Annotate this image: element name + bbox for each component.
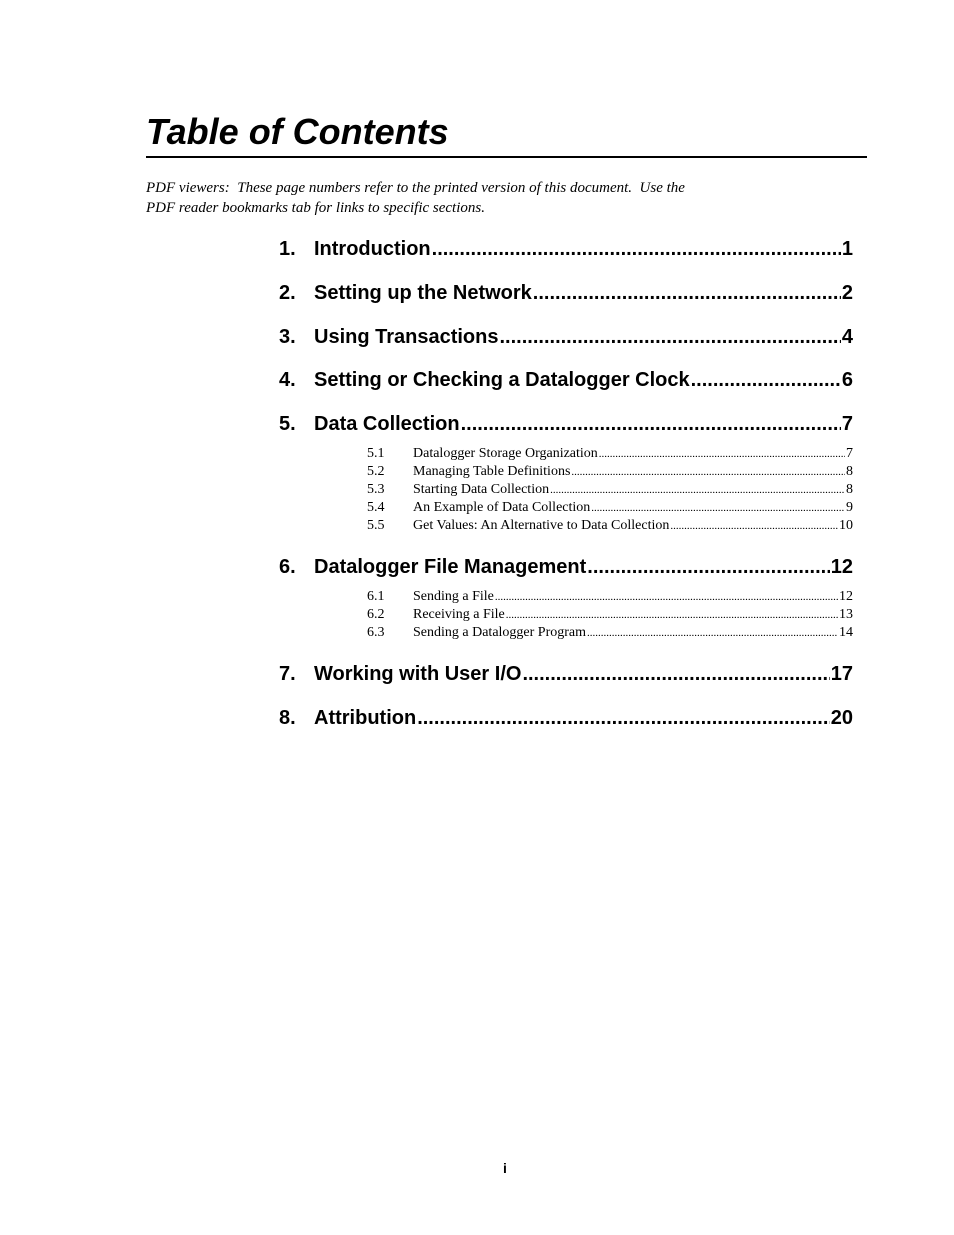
toc-entry-page: 1 — [841, 238, 853, 260]
toc-subentry-number: 6.3 — [367, 625, 385, 640]
toc-entry-label: Datalogger File Management — [314, 556, 587, 578]
note-line: PDF reader bookmarks tab for links to specific sections. — [146, 200, 485, 216]
dot-leader — [571, 463, 845, 481]
dot-leader — [495, 588, 838, 606]
toc-entry-number: 1. — [279, 238, 296, 260]
toc-subentry-number: 5.3 — [367, 482, 385, 497]
dot-leader — [461, 411, 841, 437]
toc-subentry-number: 6.1 — [367, 589, 385, 604]
dot-leader — [591, 499, 845, 517]
toc-subentry-label: Sending a Datalogger Program — [413, 625, 587, 640]
toc-entry-number: 2. — [279, 282, 296, 304]
note-line: PDF viewers: These page numbers refer to the printed version of this document. Use the — [146, 180, 685, 196]
toc-entry-page: 2 — [841, 282, 853, 304]
toc-subentry-number: 5.5 — [367, 518, 385, 533]
toc-subentry-page: 8 — [846, 464, 853, 479]
toc-entry-label: Introduction — [314, 238, 431, 260]
dot-leader — [533, 280, 841, 306]
toc-subentry-5-3[interactable] — [367, 481, 853, 499]
toc-subentry-5-4[interactable] — [367, 499, 853, 517]
toc-entry-number: 4. — [279, 369, 296, 391]
toc-entry-label: Working with User I/O — [314, 663, 522, 685]
toc-entry-setting-up-network[interactable] — [279, 280, 853, 306]
toc-subentry-5-1[interactable] — [367, 445, 853, 463]
toc-subentry-number: 5.4 — [367, 500, 385, 515]
page-title: Table of Contents — [146, 111, 449, 152]
toc-entry-file-management[interactable] — [279, 554, 853, 580]
toc-entry-label: Setting up the Network — [314, 282, 532, 304]
page-number: i — [503, 1160, 507, 1176]
toc-subentry-6-1[interactable] — [367, 588, 853, 606]
toc-subentry-page: 10 — [839, 518, 853, 533]
toc-subentry-label: Managing Table Definitions — [413, 464, 571, 479]
toc-entry-attribution[interactable] — [279, 705, 853, 731]
toc-entry-user-io[interactable] — [279, 661, 853, 687]
dot-leader — [550, 481, 845, 499]
toc-subentry-label: Datalogger Storage Organization — [413, 446, 598, 461]
toc-subentry-page: 9 — [846, 500, 853, 515]
dot-leader — [691, 367, 841, 393]
toc-entry-page: 4 — [841, 326, 853, 348]
toc-entry-page: 7 — [841, 413, 853, 435]
dot-leader — [522, 661, 829, 687]
toc-entry-datalogger-clock[interactable] — [279, 367, 853, 393]
dot-leader — [506, 606, 838, 624]
dot-leader — [587, 624, 838, 642]
toc-entry-introduction[interactable] — [279, 236, 853, 262]
dot-leader — [670, 517, 838, 535]
toc-entry-number: 6. — [279, 556, 296, 578]
toc-subentry-label: Sending a File — [413, 589, 494, 604]
toc-subentry-number: 5.2 — [367, 464, 385, 479]
toc-subentry-label: Starting Data Collection — [413, 482, 550, 497]
toc-subentry-number: 6.2 — [367, 607, 385, 622]
dot-leader — [500, 324, 841, 350]
dot-leader — [587, 554, 829, 580]
toc-entry-label: Using Transactions — [314, 326, 499, 348]
toc-entry-page: 6 — [841, 369, 853, 391]
toc-subentry-page: 13 — [839, 607, 853, 622]
toc-entry-page: 17 — [830, 663, 853, 685]
toc-subentry-5-5[interactable] — [367, 517, 853, 535]
pdf-viewer-note — [146, 178, 786, 218]
toc-entry-label: Setting or Checking a Datalogger Clock — [314, 369, 690, 391]
toc-entry-page: 12 — [830, 556, 853, 578]
toc-subentry-6-2[interactable] — [367, 606, 853, 624]
dot-leader — [432, 236, 841, 262]
toc-subentry-6-3[interactable] — [367, 624, 853, 642]
dot-leader — [417, 705, 830, 731]
toc-subentry-page: 14 — [839, 625, 853, 640]
toc-subentry-page: 7 — [846, 446, 853, 461]
toc-subentry-label: Get Values: An Alternative to Data Collection — [413, 518, 670, 533]
toc-entry-number: 3. — [279, 326, 296, 348]
toc-subentry-label: Receiving a File — [413, 607, 505, 622]
toc-subentry-5-2[interactable] — [367, 463, 853, 481]
title-rule — [146, 156, 867, 158]
toc-entry-data-collection[interactable] — [279, 411, 853, 437]
toc-entry-page: 20 — [830, 707, 853, 729]
toc-entry-using-transactions[interactable] — [279, 324, 853, 350]
toc-entry-number: 7. — [279, 663, 296, 685]
toc-entry-label: Attribution — [314, 707, 417, 729]
toc-subentry-page: 12 — [839, 589, 853, 604]
toc-entry-number: 8. — [279, 707, 296, 729]
toc-entry-label: Data Collection — [314, 413, 460, 435]
dot-leader — [599, 445, 845, 463]
toc-subentry-page: 8 — [846, 482, 853, 497]
toc-entry-number: 5. — [279, 413, 296, 435]
toc-subentry-label: An Example of Data Collection — [413, 500, 591, 515]
toc-subentry-number: 5.1 — [367, 446, 385, 461]
